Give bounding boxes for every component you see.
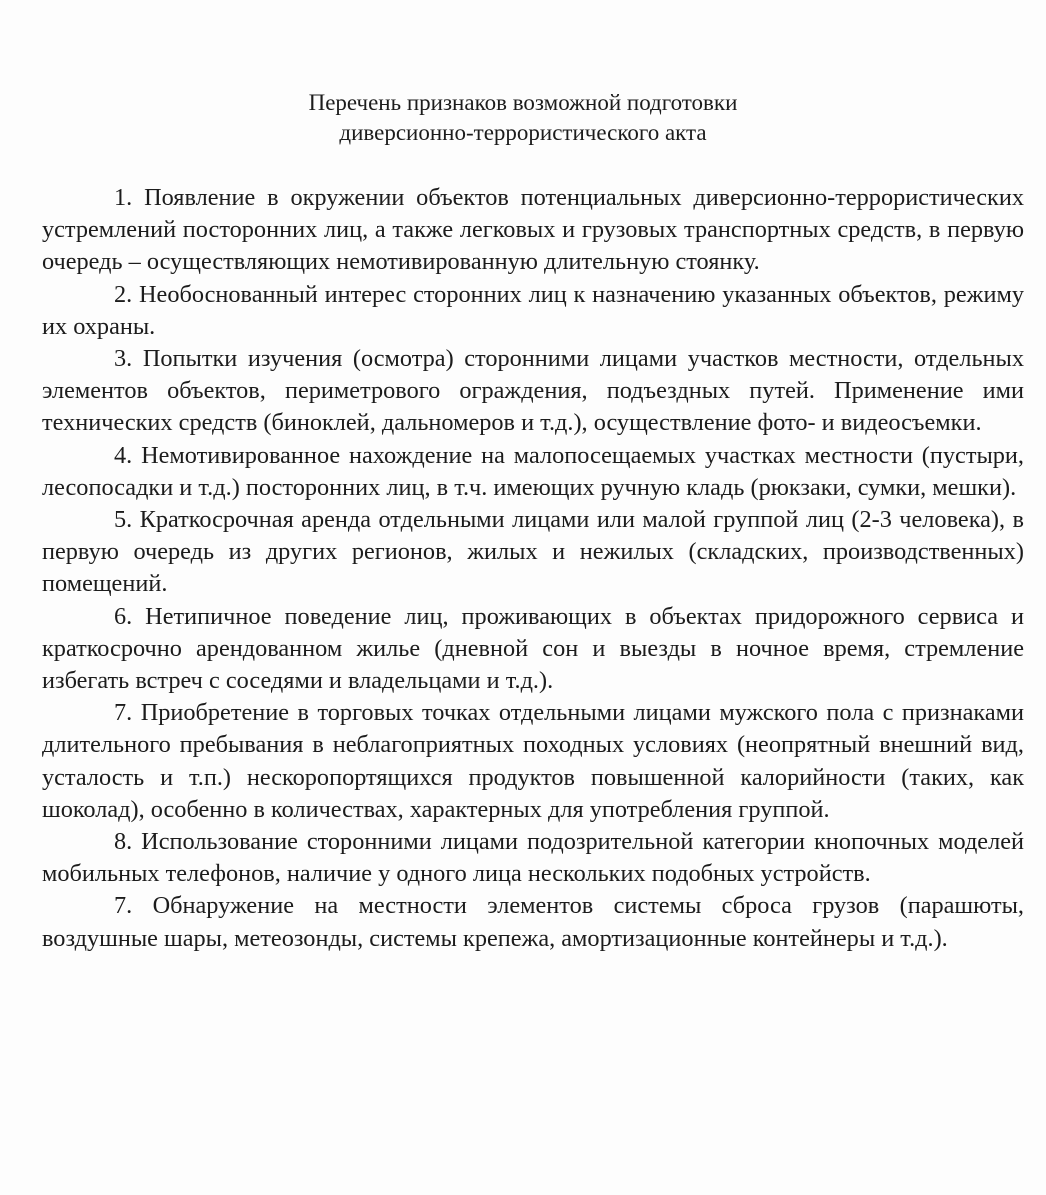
paragraph-6: 6. Нетипичное поведение лиц, проживающих в объектах придорожного сервиса и краткосрочно арендованном жилье (дневной сон и выезды в ночное время, стремление избегать встреч с соседями и владельцами и т.д.). [42,602,1024,695]
paragraph-5: 5. Краткосрочная аренда отдельными лицами или малой группой лиц (2-3 человека), в первую очередь из других регионов, жилых и нежилых (складских, производственных) помещений. [42,506,1024,598]
paragraph-8: 8. Использование сторонними лицами подозрительной категории кнопочных моделей мобильных телефонов, наличие у одного лица нескольких подобных устройств. [42,828,1024,888]
paragraph-7: 7. Приобретение в торговых точках отдельными лицами мужского пола с признаками длительного пребывания в неблагоприятных походных условиях (неопрятный внешний вид, усталость и т.п.) нескоропортящихся продуктов повышенной калорийности (таких, как шоколад), особенно в количествах, характерных для употребления группой. [42,699,1024,823]
paragraph-2: 2. Необоснованный интерес сторонних лиц к назначению указанных объектов, режиму их охраны. [42,280,1024,340]
document-title [0,88,1046,148]
paragraph-4: 4. Немотивированное нахождение на малопосещаемых участках местности (пустыри, лесопосадки и т.д.) посторонних лиц, в т.ч. имеющих ручную кладь (рюкзаки, сумки, мешки). [42,441,1024,501]
paragraph-3: 3. Попытки изучения (осмотра) сторонними лицами участков местности, отдельных элементов объектов, периметрового ограждения, подъездных путей. Применение ими технических средств (биноклей, дальномеров и т.д.), осуществление фото- и видеосъемки. [42,345,1024,437]
title-line-2: диверсионно-террористического акта [339,120,707,145]
paragraph-9: 7. Обнаружение на местности элементов системы сброса грузов (парашюты, воздушные шары, метеозонды, системы крепежа, амортизационные контейнеры и т.д.). [42,892,1024,952]
paragraph-1: 1. Появление в окружении объектов потенциальных диверсионно-террористических устремлений посторонних лиц, а также легковых и грузовых транспортных средств, в первую очередь – осуществляющих немотивированную длительную стоянку. [42,184,1024,276]
title-line-1: Перечень признаков возможной подготовки [308,90,738,115]
document-body [42,182,1024,955]
